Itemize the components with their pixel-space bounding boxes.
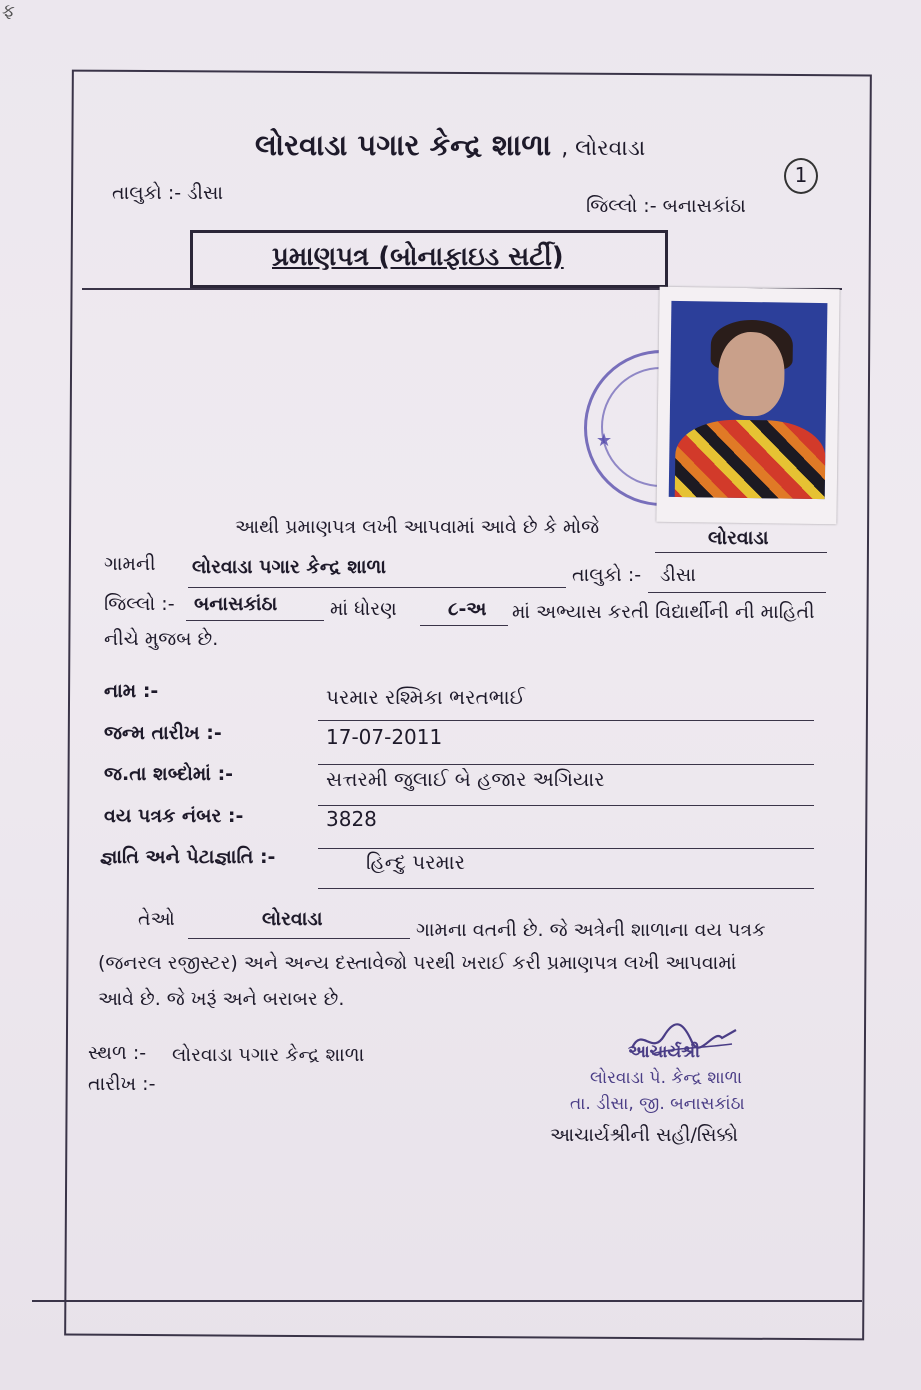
dob-underline <box>318 764 814 765</box>
field-label-caste: જ્ઞાતિ અને પેટાજ્ઞાતિ :- <box>100 846 276 868</box>
closing-village: લોરવાડા <box>262 908 323 930</box>
signature-caption: આચાર્યશ્રીની સહી/સિક્કો <box>550 1124 739 1146</box>
photo-image <box>669 301 828 499</box>
field-value-name: પરમાર રશ્મિકા ભરતભાઈ <box>326 685 526 709</box>
certificate-title: પ્રમાણપત્ર (બોનાફાઇડ સર્ટી) <box>272 242 564 272</box>
seal-title: આચાર્યશ્રી <box>628 1042 701 1062</box>
date-label: તારીખ :- <box>88 1073 156 1095</box>
closing-prefix: તેઓ <box>138 908 175 930</box>
taluka-label: તાલુકો :- <box>572 564 642 586</box>
stamp-star-icon: ★ <box>596 430 613 451</box>
seal-address: તા. ડીસા, જી. બનાસકાંઠા <box>570 1094 745 1114</box>
intro-line1: આથી પ્રમાણપત્ર લખી આપવામાં આવે છે કે મોજે <box>235 516 600 538</box>
closing-line1: ગામના વતની છે. જે અત્રેની શાળાના વય પત્રક <box>416 919 766 941</box>
place-value: લોરવાડા પગાર કેન્દ્ર શાળા <box>172 1044 365 1066</box>
bottom-border-line <box>32 1300 862 1302</box>
closing-village-underline <box>188 938 410 939</box>
field-value-register-no: 3828 <box>326 807 377 831</box>
village-underline <box>655 552 827 553</box>
field-value-dob-words: સત્તરમી જુલાઈ બે હજાર અગિયાર <box>326 767 605 791</box>
intro-district: બનાસકાંઠા <box>194 593 278 615</box>
dob-words-underline <box>318 805 814 806</box>
intro-taluka: ડીસા <box>660 564 696 586</box>
school-underline <box>188 587 566 588</box>
standard-underline <box>420 625 508 626</box>
page-number: 1 <box>784 158 818 194</box>
name-underline <box>318 720 814 721</box>
standard-label: માં ધોરણ <box>330 598 397 620</box>
place-label: સ્થળ :- <box>88 1042 147 1064</box>
field-label-dob: જન્મ તારીખ :- <box>104 722 222 744</box>
caste-underline <box>318 888 814 889</box>
school-place: , લોરવાડા <box>561 136 646 161</box>
corner-mark: ફ <box>2 0 15 21</box>
student-photo <box>656 287 839 524</box>
closing-line3: આવે છે. જે ખરૂં અને બરાબર છે. <box>98 988 345 1010</box>
district-header: જિલ્લો :- બનાસકાંઠા <box>586 195 746 217</box>
register-underline <box>318 848 814 849</box>
intro-standard: ૮-અ <box>448 598 487 620</box>
study-text: માં અભ્યાસ કરતી વિદ્યાર્થીની ની માહિતી <box>512 601 815 623</box>
seal-school: લોરવાડા પે. કેન્દ્ર શાળા <box>590 1068 743 1088</box>
field-label-register-no: વય પત્રક નંબર :- <box>104 805 244 827</box>
intro-school: લોરવાડા પગાર કેન્દ્ર શાળા <box>192 556 386 578</box>
field-label-name: નામ :- <box>104 680 159 702</box>
taluka-underline <box>648 592 826 593</box>
school-name: લોરવાડા પગાર કેન્દ્ર શાળા <box>255 128 552 162</box>
field-label-dob-words: જ.તા શબ્દોમાં :- <box>104 763 234 785</box>
village-label: ગામની <box>104 553 156 575</box>
school-title <box>255 128 645 163</box>
intro-village: લોરવાડા <box>708 527 769 549</box>
intro-line-end: નીચે મુજબ છે. <box>104 628 219 650</box>
district-label: જિલ્લો :- <box>104 593 175 615</box>
field-value-dob: 17-07-2011 <box>326 725 443 749</box>
district-underline <box>186 620 324 621</box>
taluka-header: તાલુકો :- ડીસા <box>112 182 224 204</box>
closing-line2: (જનરલ રજીસ્ટર) અને અન્ય દસ્તાવેજો પરથી ખરાઈ કરી પ્રમાણપત્ર લખી આપવામાં <box>98 952 737 974</box>
field-value-caste: હિન્દુ પરમાર <box>366 850 465 874</box>
